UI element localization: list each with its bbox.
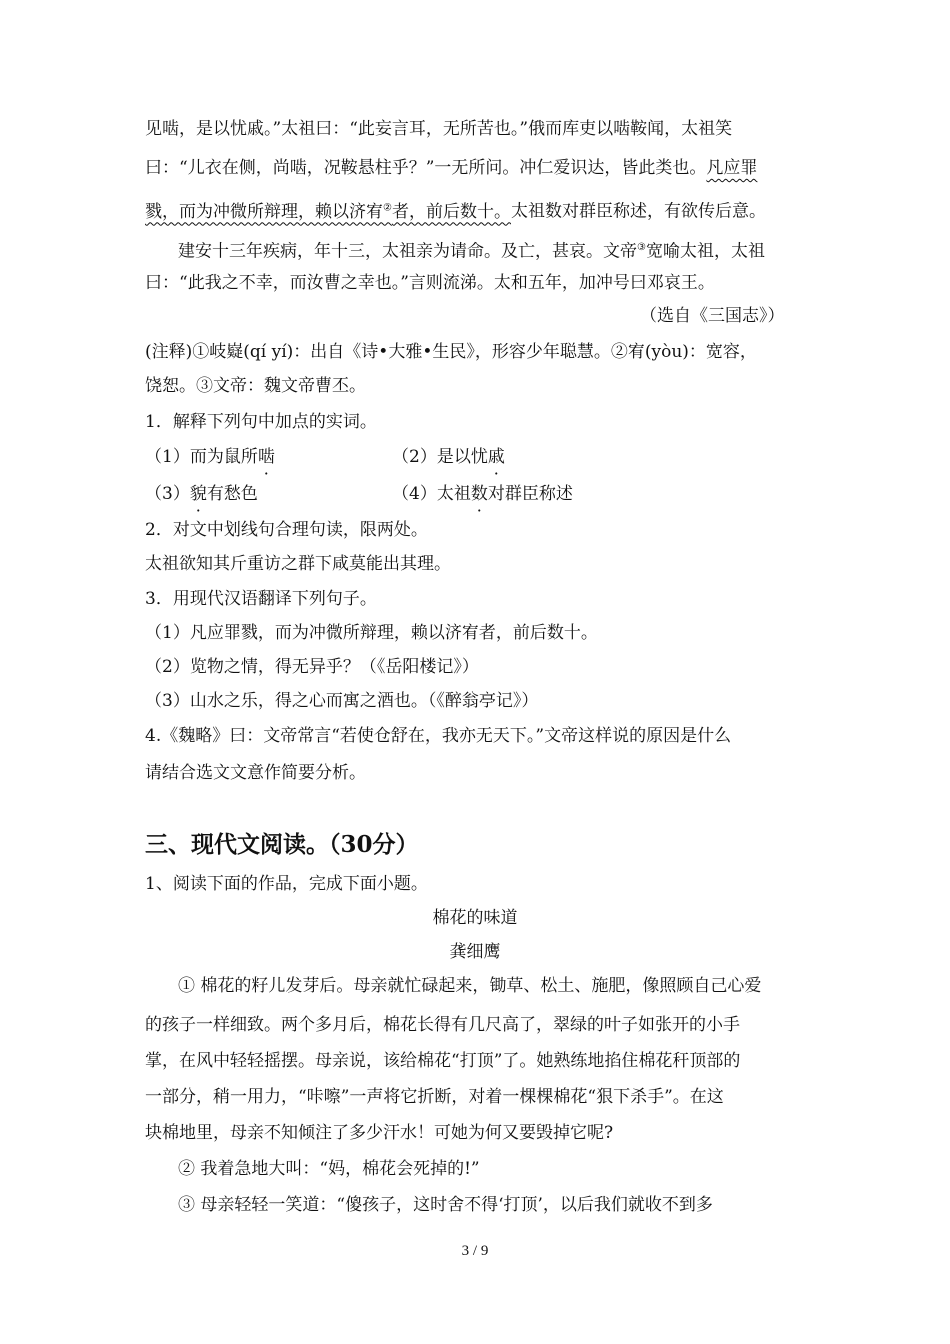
question-item: （3）貌有愁色 xyxy=(145,484,258,504)
section-heading: 三、现代文阅读。（30分） xyxy=(145,831,419,858)
article-title: 棉花的味道 xyxy=(432,908,518,928)
annotation-line: 饶恕。③文帝：魏文帝曹丕。 xyxy=(145,376,366,396)
annotation-line: (注释)①岐嶷(qí yí)：出自《诗•大雅•生民》，形容少年聪慧。②宥(yòu)：宽容， xyxy=(145,342,757,362)
question-item: （2）览物之情，得无异乎？（《岳阳楼记》） xyxy=(145,657,479,677)
article-line: 一部分，稍一用力，“咔嚓”一声将它折断，对着一棵棵棉花“狠下杀手”。在这 xyxy=(145,1087,724,1107)
question-item: （1）而为鼠所啮 xyxy=(145,447,275,467)
article-line: ② 我着急地大叫：“妈，棉花会死掉的!” xyxy=(178,1159,480,1179)
article-line: ③ 母亲轻轻一笑道：“傻孩子，这时舍不得‘打顶’，以后我们就收不到多 xyxy=(178,1195,713,1215)
question-title: 请结合选文文意作简要分析。 xyxy=(145,763,366,783)
page-number: 3 / 9 xyxy=(461,1243,489,1259)
article-line: 的孩子一样细致。两个多月后，棉花长得有几尺高了，翠绿的叶子如张开的小手 xyxy=(145,1015,740,1035)
passage-line: 曰：“此我之不幸，而汝曹之幸也。”言则流涕。太和五年，加冲号曰邓哀王。 xyxy=(145,273,715,293)
passage-line: 见啮，是以忧戚。”太祖曰：“此妄言耳，无所苦也。”俄而库吏以啮鞍闻，太祖笑 xyxy=(145,119,733,139)
article-line: ① 棉花的籽儿发芽后。母亲就忙碌起来，锄草、松土、施肥，像照顾自己心爱 xyxy=(178,976,762,996)
question-title: 1．解释下列句中加点的实词。 xyxy=(145,412,377,432)
question-item: （4）太祖数对群臣称述 xyxy=(392,484,573,504)
question-title: 3．用现代汉语翻译下列句子。 xyxy=(145,589,377,609)
article-line: 掌，在风中轻轻摇摆。母亲说，该给棉花“打顶”了。她熟练地掐住棉花秆顶部的 xyxy=(145,1051,741,1071)
question-item: （2）是以忧戚 xyxy=(392,447,505,467)
question-item: （1）凡应罪戮，而为冲微所辩理，赖以济宥者，前后数十。 xyxy=(145,623,598,643)
underlined-sentence: 戮，而为冲微所辩理，赖以济宥②者，前后数十。 xyxy=(145,201,511,222)
article-line: 块棉地里，母亲不知倾注了多少汗水！可她为何又要毁掉它呢? xyxy=(145,1123,614,1143)
question-text: 太祖欲知其斤重访之群下咸莫能出其理。 xyxy=(145,554,451,574)
article-author: 龚细鹰 xyxy=(449,942,501,962)
passage-line: 曰：“儿衣在侧，尚啮，况鞍悬柱乎？”一无所问。冲仁爱识达，皆此类也。凡应罪 xyxy=(145,158,758,178)
section-intro: 1、阅读下面的作品，完成下面小题。 xyxy=(145,874,428,894)
question-title: 4.《魏略》曰：文帝常言“若使仓舒在，我亦无天下。”文帝这样说的原因是什么 xyxy=(145,726,732,746)
underlined-sentence: 凡应罪 xyxy=(706,158,758,178)
passage-line: 戮，而为冲微所辩理，赖以济宥②者，前后数十。太祖数对群臣称述，有欲传后意。 xyxy=(145,201,766,222)
passage-source: （选自《三国志》） xyxy=(640,306,785,326)
question-title: 2．对文中划线句合理句读，限两处。 xyxy=(145,520,428,540)
passage-line: 建安十三年疾病，年十三，太祖亲为请命。及亡，甚哀。文帝③宽喻太祖，太祖 xyxy=(178,241,765,262)
question-item: （3）山水之乐，得之心而寓之酒也。（《醉翁亭记》） xyxy=(145,691,539,711)
